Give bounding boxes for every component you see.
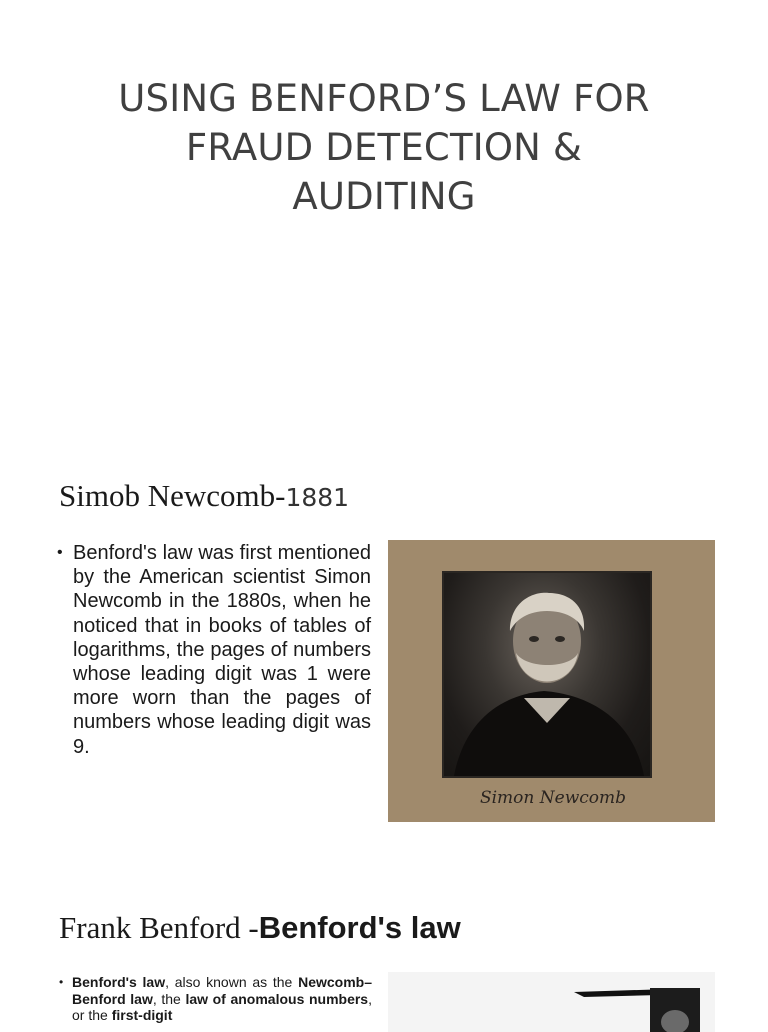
benford-bullet-text: Benford's law, also known as the Newcomb–Benford law, the law of anomalous numbers, or the first-digit <box>72 974 372 1023</box>
portrait-figure <box>444 573 650 776</box>
title-line-2: FRAUD DETECTION & <box>185 126 583 169</box>
section-heading-newcomb <box>59 478 349 514</box>
title-line-1: USING BENFORD’S LAW FOR <box>118 77 650 120</box>
newcomb-bullet-text: Benford's law was first mentioned by the American scientist Simon Newcomb in the 1880s, when he noticed that in books of tables of logarithms, the pages of numbers whose leading digit was 1 were more worn than the pages of numbers whose leading digit was 9. <box>73 542 371 758</box>
benford-figure-image <box>388 972 715 1032</box>
newcomb-portrait-frame <box>388 540 715 822</box>
heading-benford-law: Benford's law <box>258 910 461 945</box>
bullet-icon: • <box>59 975 64 989</box>
heading-name: Simob Newcomb- <box>59 478 286 513</box>
page-title <box>0 74 768 221</box>
bullet-icon: • <box>57 544 63 561</box>
heading-year: 1881 <box>285 483 350 512</box>
heading-benford-name: Frank Benford - <box>59 910 259 945</box>
newcomb-bullet <box>57 541 371 759</box>
benford-bullet <box>59 974 372 1024</box>
portrait-signature <box>468 783 638 811</box>
section-heading-benford <box>59 910 461 946</box>
title-line-3: AUDITING <box>292 175 476 218</box>
svg-text:Simon Newcomb: Simon Newcomb <box>479 788 627 808</box>
newcomb-portrait-photo <box>442 571 652 778</box>
